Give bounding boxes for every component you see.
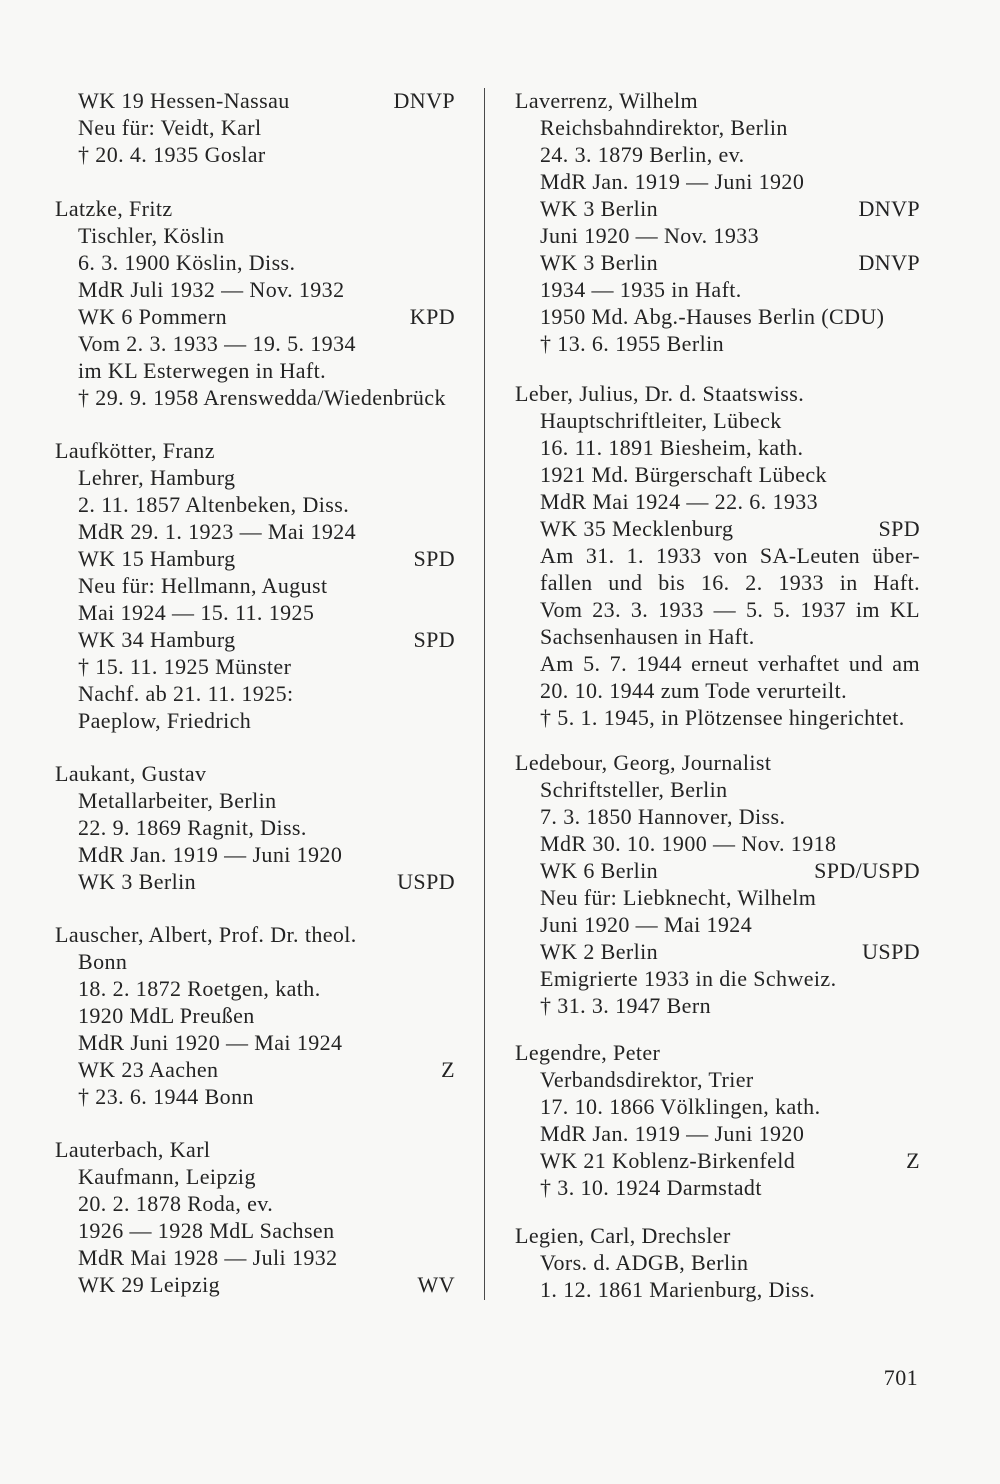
entry-line: Juni 1920 — Mai 1924: [540, 912, 753, 937]
entry-line: † 29. 9. 1958 Arenswedda/Wiedenbrück: [78, 385, 446, 410]
entry-line: 18. 2. 1872 Roetgen, kath.: [78, 976, 321, 1001]
entry-line: Vors. d. ADGB, Berlin: [540, 1250, 749, 1275]
entry-line: MdR Mai 1924 — 22. 6. 1933: [540, 489, 819, 514]
entry-line: MdR Juli 1932 — Nov. 1932: [78, 277, 345, 302]
constituency: WK 35 Mecklenburg: [540, 516, 734, 541]
entry-line: Paeplow, Friedrich: [78, 708, 252, 733]
constituency: WK 3 Berlin: [540, 196, 659, 221]
entry-line: Neu für: Veidt, Karl: [78, 115, 262, 140]
entry-line: 17. 10. 1866 Völklingen, kath.: [540, 1094, 821, 1119]
entry-line: 20. 10. 1944 zum Tode verurteilt.: [540, 678, 847, 703]
constituency-line: [515, 938, 920, 965]
entry-line: 1926 — 1928 MdL Sachsen: [78, 1218, 335, 1243]
entry-line: MdR Jan. 1919 — Juni 1920: [540, 169, 805, 194]
constituency: WK 3 Berlin: [78, 869, 197, 894]
entry-name: Lauterbach, Karl: [55, 1137, 211, 1162]
entry-line: MdR Mai 1928 — Juli 1932: [78, 1245, 338, 1270]
entry-name: Lauscher, Albert, Prof. Dr. theol.: [55, 922, 357, 947]
entry-line: 6. 3. 1900 Köslin, Diss.: [78, 250, 296, 275]
entry-line: Emigrierte 1933 in die Schweiz.: [540, 966, 837, 991]
entry-line: Reichsbahndirektor, Berlin: [540, 115, 788, 140]
entry-line: 1950 Md. Abg.-Hauses Berlin (CDU): [540, 304, 885, 329]
entry-line: 1920 MdL Preußen: [78, 1003, 255, 1028]
entry-line: Kaufmann, Leipzig: [78, 1164, 256, 1189]
constituency-line: [515, 515, 920, 542]
entry-line: 24. 3. 1879 Berlin, ev.: [540, 142, 745, 167]
constituency-line: [55, 1271, 455, 1298]
constituency-line: [55, 626, 455, 653]
entry-line: 1. 12. 1861 Marienburg, Diss.: [540, 1277, 816, 1302]
entry-line: Am 31. 1. 1933 von SA-Leuten über-: [540, 543, 920, 568]
entry-laukant: [55, 760, 455, 895]
entry-legendre: [515, 1039, 920, 1201]
entry-line: MdR Jan. 1919 — Juni 1920: [540, 1121, 805, 1146]
entry-line: Juni 1920 — Nov. 1933: [540, 223, 760, 248]
entry-line: † 13. 6. 1955 Berlin: [540, 331, 724, 356]
constituency-line: [515, 195, 920, 222]
entry-name: Laukant, Gustav: [55, 761, 207, 786]
entry-line: † 3. 10. 1924 Darmstadt: [540, 1175, 762, 1200]
constituency: WK 3 Berlin: [540, 250, 659, 275]
constituency-line: [515, 249, 920, 276]
right-column: [515, 87, 920, 1303]
entry-line: 16. 11. 1891 Biesheim, kath.: [540, 435, 804, 460]
column-divider: [484, 88, 485, 1300]
party-label: DNVP: [858, 196, 920, 221]
entry-ledebour: [515, 749, 920, 1019]
party-label: USPD: [397, 869, 455, 894]
entry-line: Schriftsteller, Berlin: [540, 777, 728, 802]
entry-line: Tischler, Köslin: [78, 223, 225, 248]
party-label: KPD: [409, 304, 455, 329]
entry-line: Nachf. ab 21. 11. 1925:: [78, 681, 294, 706]
constituency-line: [515, 1147, 920, 1174]
entry-line: Hauptschriftleiter, Lübeck: [540, 408, 782, 433]
entry-line: Mai 1924 — 15. 11. 1925: [78, 600, 315, 625]
left-column: [55, 87, 455, 1298]
entry-name: Laverrenz, Wilhelm: [515, 88, 699, 113]
constituency-line: [55, 868, 455, 895]
constituency-line: [55, 303, 455, 330]
party-label: Z: [441, 1057, 455, 1082]
party-label: DNVP: [858, 250, 920, 275]
entry-line: 2. 11. 1857 Altenbeken, Diss.: [78, 492, 350, 517]
constituency-line: [55, 87, 455, 114]
entry-line: 1934 — 1935 in Haft.: [540, 277, 742, 302]
entry-line: Metallarbeiter, Berlin: [78, 788, 277, 813]
entry-line: MdR 30. 10. 1900 — Nov. 1918: [540, 831, 837, 856]
constituency: WK 23 Aachen: [78, 1057, 219, 1082]
entry-line: † 31. 3. 1947 Bern: [540, 993, 711, 1018]
entry-name: Legendre, Peter: [515, 1040, 661, 1065]
entry-line: † 15. 11. 1925 Münster: [78, 654, 292, 679]
entry-name: Ledebour, Georg, Journalist: [515, 750, 772, 775]
entry-latzke: [55, 195, 455, 411]
entry-line: fallen und bis 16. 2. 1933 in Haft.: [540, 570, 920, 595]
constituency-line: [55, 545, 455, 572]
entry-line: Vom 23. 3. 1933 — 5. 5. 1937 im KL: [540, 597, 920, 622]
entry-line: 20. 2. 1878 Roda, ev.: [78, 1191, 274, 1216]
entry-line: Sachsenhausen in Haft.: [540, 624, 755, 649]
entry-legien: [515, 1222, 920, 1303]
entry-line: Neu für: Hellmann, August: [78, 573, 328, 598]
constituency: WK 29 Leipzig: [78, 1272, 221, 1297]
entry-leber: [515, 380, 920, 731]
constituency-line: [515, 857, 920, 884]
entry-laufkoetter: [55, 437, 455, 734]
entry-line: Verbandsdirektor, Trier: [540, 1067, 754, 1092]
party-label: SPD: [413, 627, 455, 652]
entry-line: im KL Esterwegen in Haft.: [78, 358, 327, 383]
entry-line: MdR 29. 1. 1923 — Mai 1924: [78, 519, 357, 544]
party-label: WV: [417, 1272, 455, 1297]
entry-line: † 5. 1. 1945, in Plötzensee hingerichtet.: [540, 705, 905, 730]
constituency: WK 6 Pommern: [78, 304, 228, 329]
entry-name: Latzke, Fritz: [55, 196, 173, 221]
entry-lauterbach: [55, 1136, 455, 1298]
party-label: SPD/USPD: [814, 858, 920, 883]
entry-name: Legien, Carl, Drechsler: [515, 1223, 731, 1248]
constituency: WK 21 Koblenz-Birkenfeld: [540, 1148, 796, 1173]
constituency-line: [55, 1056, 455, 1083]
constituency: WK 34 Hamburg: [78, 627, 236, 652]
entry-name: Laufkötter, Franz: [55, 438, 215, 463]
entry-line: † 23. 6. 1944 Bonn: [78, 1084, 254, 1109]
entry-name: Leber, Julius, Dr. d. Staatswiss.: [515, 381, 805, 406]
constituency: WK 15 Hamburg: [78, 546, 236, 571]
entry-line: Neu für: Liebknecht, Wilhelm: [540, 885, 817, 910]
entry-line: 1921 Md. Bürgerschaft Lübeck: [540, 462, 827, 487]
entry-laverrenz: [515, 87, 920, 357]
party-label: DNVP: [393, 88, 455, 113]
party-label: Z: [906, 1148, 920, 1173]
entry-line: MdR Jan. 1919 — Juni 1920: [78, 842, 343, 867]
party-label: SPD: [878, 516, 920, 541]
entry-line: Vom 2. 3. 1933 — 19. 5. 1934: [78, 331, 356, 356]
constituency: WK 19 Hessen-Nassau: [78, 88, 290, 113]
entry-line: Bonn: [78, 949, 128, 974]
entry-line: 7. 3. 1850 Hannover, Diss.: [540, 804, 786, 829]
page-number: 701: [883, 1365, 918, 1390]
party-label: SPD: [413, 546, 455, 571]
entry-lauscher: [55, 921, 455, 1110]
constituency: WK 2 Berlin: [540, 939, 659, 964]
entry-line: † 20. 4. 1935 Goslar: [78, 142, 266, 167]
entry-line: Lehrer, Hamburg: [78, 465, 236, 490]
constituency: WK 6 Berlin: [540, 858, 659, 883]
entry-line: 22. 9. 1869 Ragnit, Diss.: [78, 815, 307, 840]
entry-continuation: [55, 87, 455, 168]
party-label: USPD: [862, 939, 920, 964]
entry-line: Am 5. 7. 1944 erneut verhaftet und am: [540, 651, 920, 676]
entry-line: MdR Juni 1920 — Mai 1924: [78, 1030, 343, 1055]
